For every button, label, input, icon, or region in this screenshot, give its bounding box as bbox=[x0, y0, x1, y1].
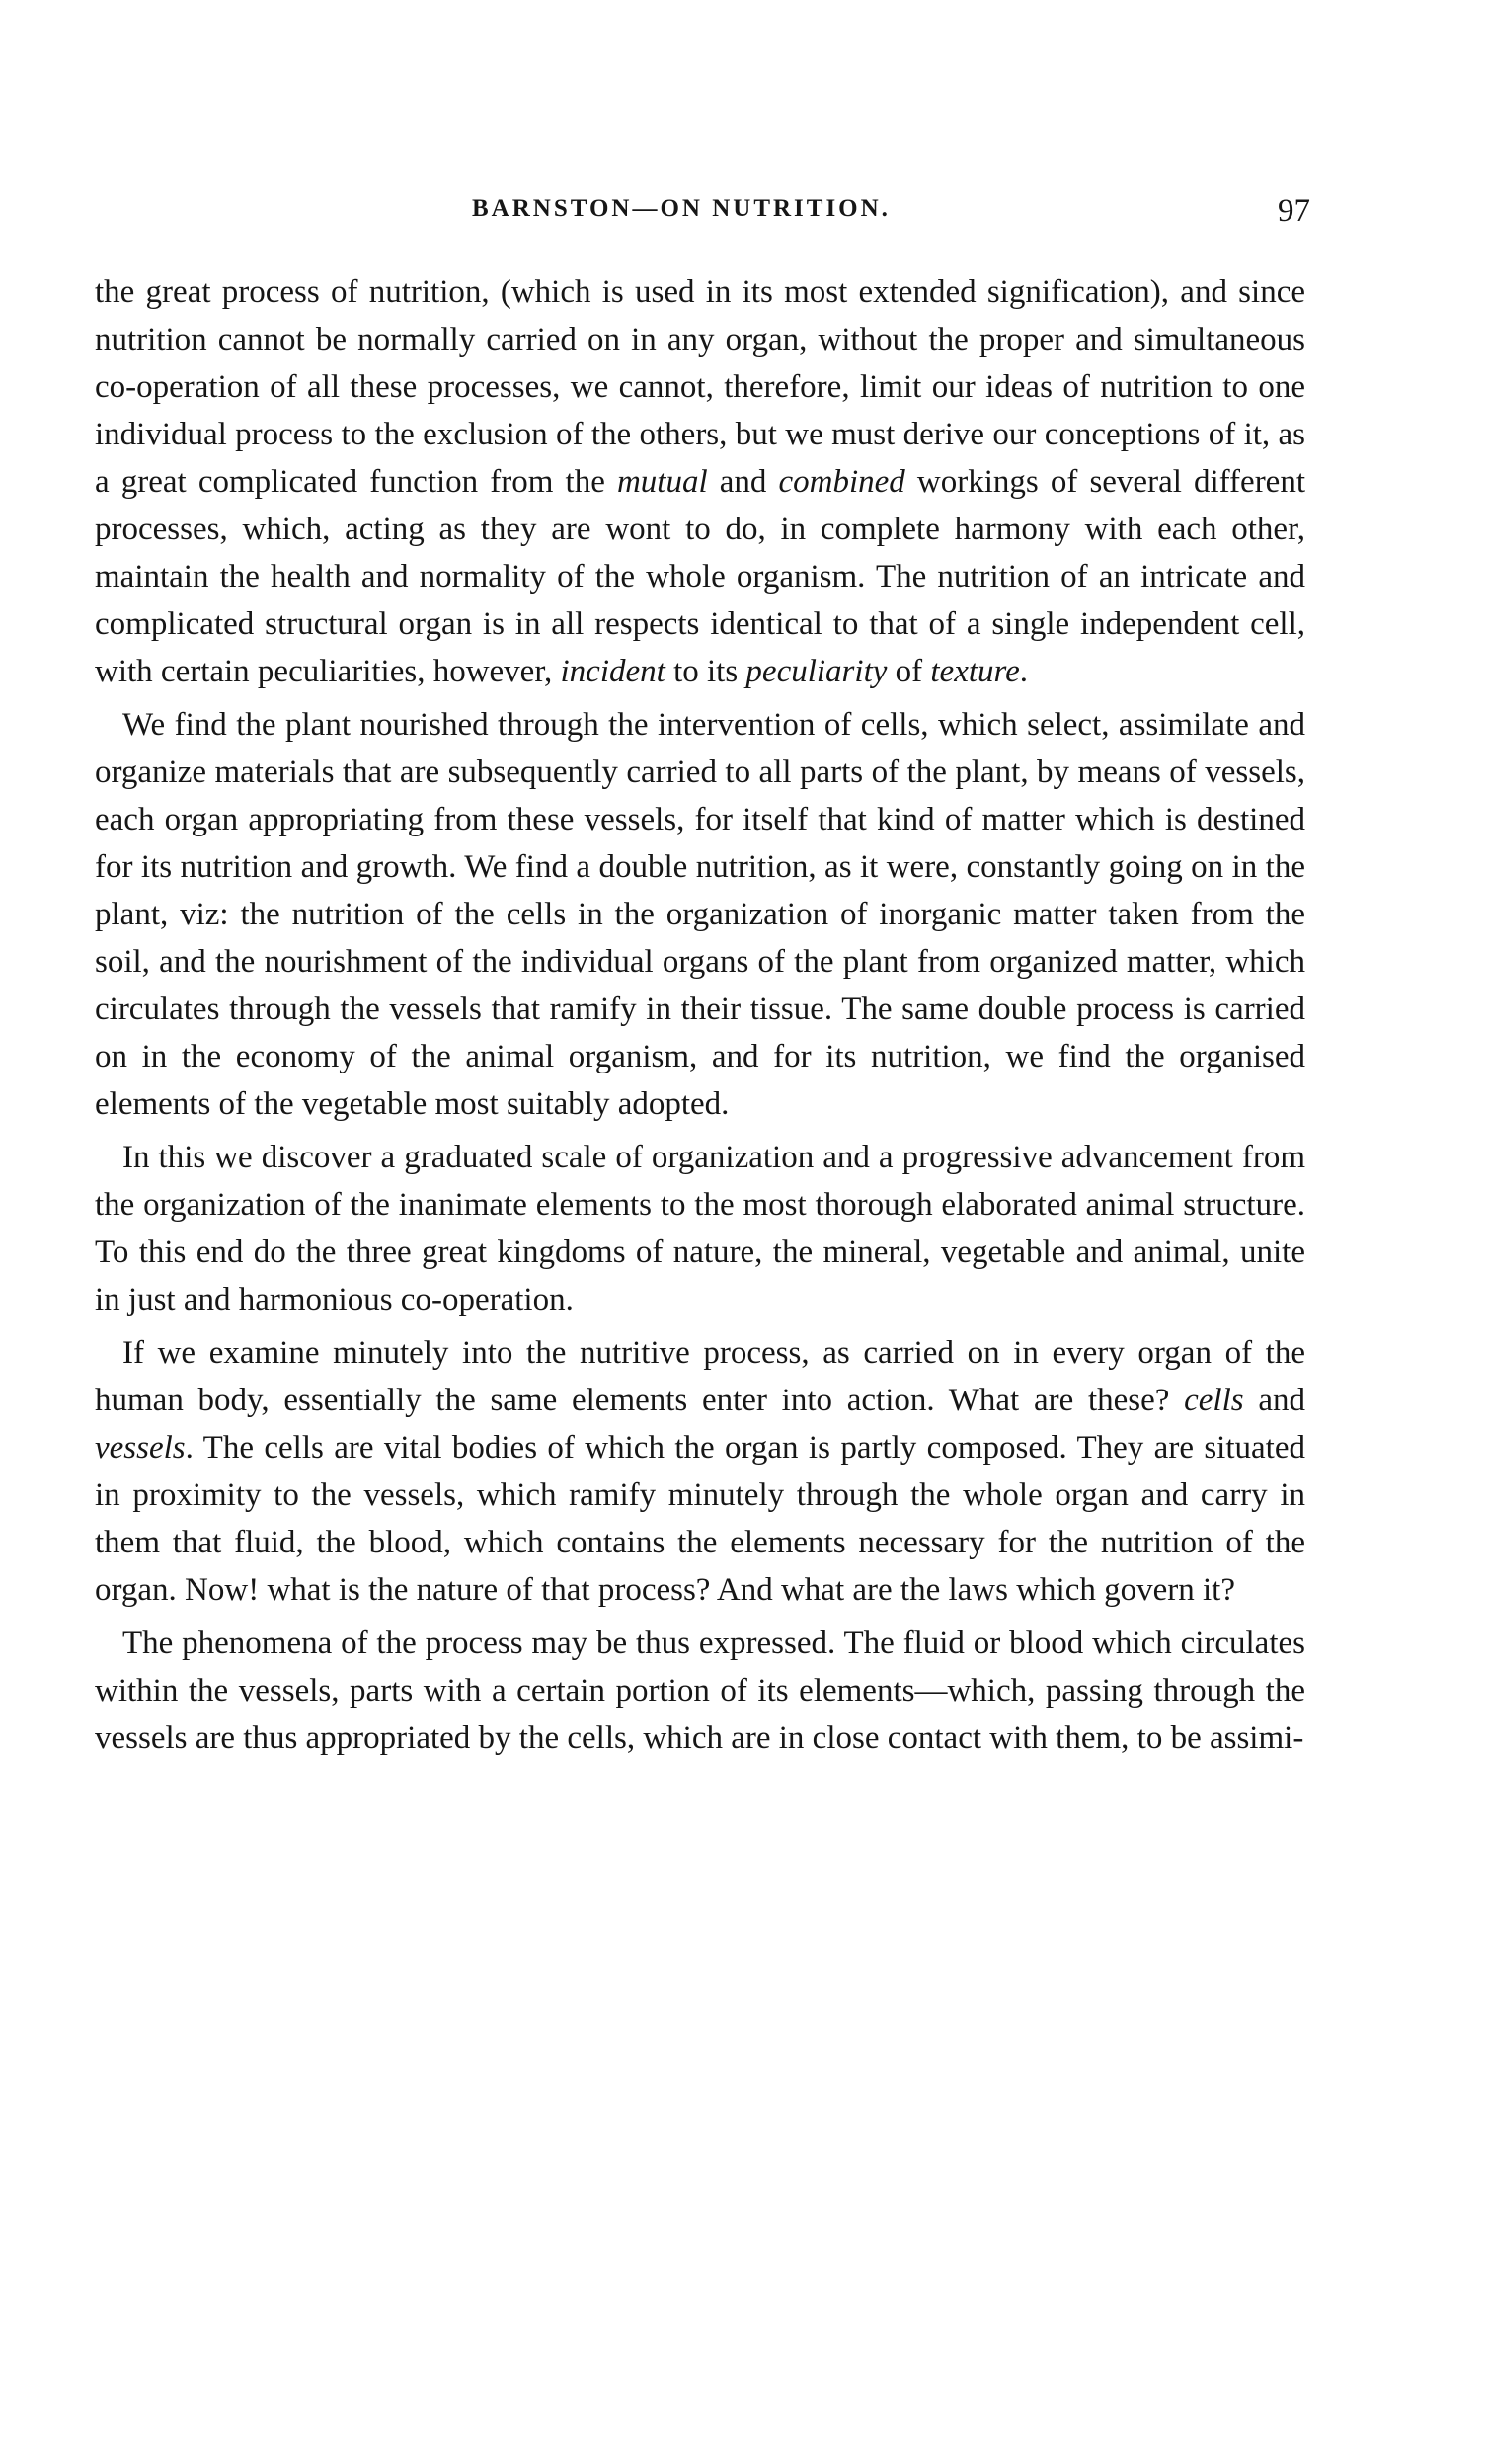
paragraph-1: the great process of nutrition, (which is used in its most extended signification), and since nutrition cannot be normally carried on in any organ, without the proper and simultaneous co-operation of all these processes, we cannot, therefore, limit our ideas of nutrition to one individual process to the exclusion of the others, but we must derive our conceptions of it, as a great complicated function from the mutual and combined workings of several different processes, which, acting as they are wont to do, in complete harmony with each other, maintain the health and normality of the whole organism. The nutrition of an intricate and complicated structural organ is in all respects identical to that of a single independent cell, with certain peculiarities, however, incident to its peculiarity of texture. bbox=[95, 275, 1305, 689]
paragraph-3: In this we discover a graduated scale of organization and a progressive advancement from the organization of the inanimate elements to the most thorough elaborated animal structure. To this end do the three great kingdoms of nature, the mineral, vegetable and animal, unite in just and harmonious co-operation. bbox=[95, 1140, 1305, 1317]
paragraph-5: The phenomena of the process may be thus expressed. The fluid or blood which circulates within the vessels, parts with a certain portion of its elements—which, passing through the vessels are thus appropriated by the cells, which are in close contact with them, to be assimi- bbox=[95, 1626, 1305, 1756]
emphasis-peculiarity: peculiarity bbox=[745, 654, 888, 689]
emphasis-combined: combined bbox=[778, 464, 905, 500]
emphasis-texture: texture bbox=[930, 654, 1020, 689]
page-number: 97 bbox=[1278, 194, 1310, 229]
paragraph-2: We find the plant nourished through the intervention of cells, which select, assimilate and organize materials that are subsequently carried to all parts of the plant, by means of vessels, each organ appropriating from these vessels, for itself that kind of matter which is destined for its nutrition and growth. We find a double nutrition, as it were, constantly going on in the plant, viz: the nutrition of the cells in the organization of inorganic matter taken from the soil, and the nourishment of the individual organs of the plant from organized matter, which circulates through the vessels that ramify in their tissue. The same double process is carried on in the economy of the animal organism, and for its nutrition, we find the organised elements of the vegetable most suitably adopted. bbox=[95, 707, 1305, 1122]
paragraph-4: If we examine minutely into the nutritive process, as carried on in every organ of the human body, essentially the same elements enter into action. What are these? cells and vessels. The cells are vital bodies of which the organ is partly composed. They are situated in proximity to the vessels, which ramify minutely through the whole organ and carry in them that fluid, the blood, which contains the elements necessary for the nutrition of the organ. Now! what is the nature of that process? And what are the laws which govern it? bbox=[95, 1335, 1305, 1608]
emphasis-vessels: vessels bbox=[95, 1430, 186, 1466]
emphasis-incident: incident bbox=[560, 654, 665, 689]
body-text bbox=[95, 269, 1305, 1768]
emphasis-mutual: mutual bbox=[616, 464, 708, 500]
running-head: BARNSTON—ON NUTRITION. bbox=[472, 196, 891, 222]
emphasis-cells: cells bbox=[1184, 1383, 1244, 1418]
